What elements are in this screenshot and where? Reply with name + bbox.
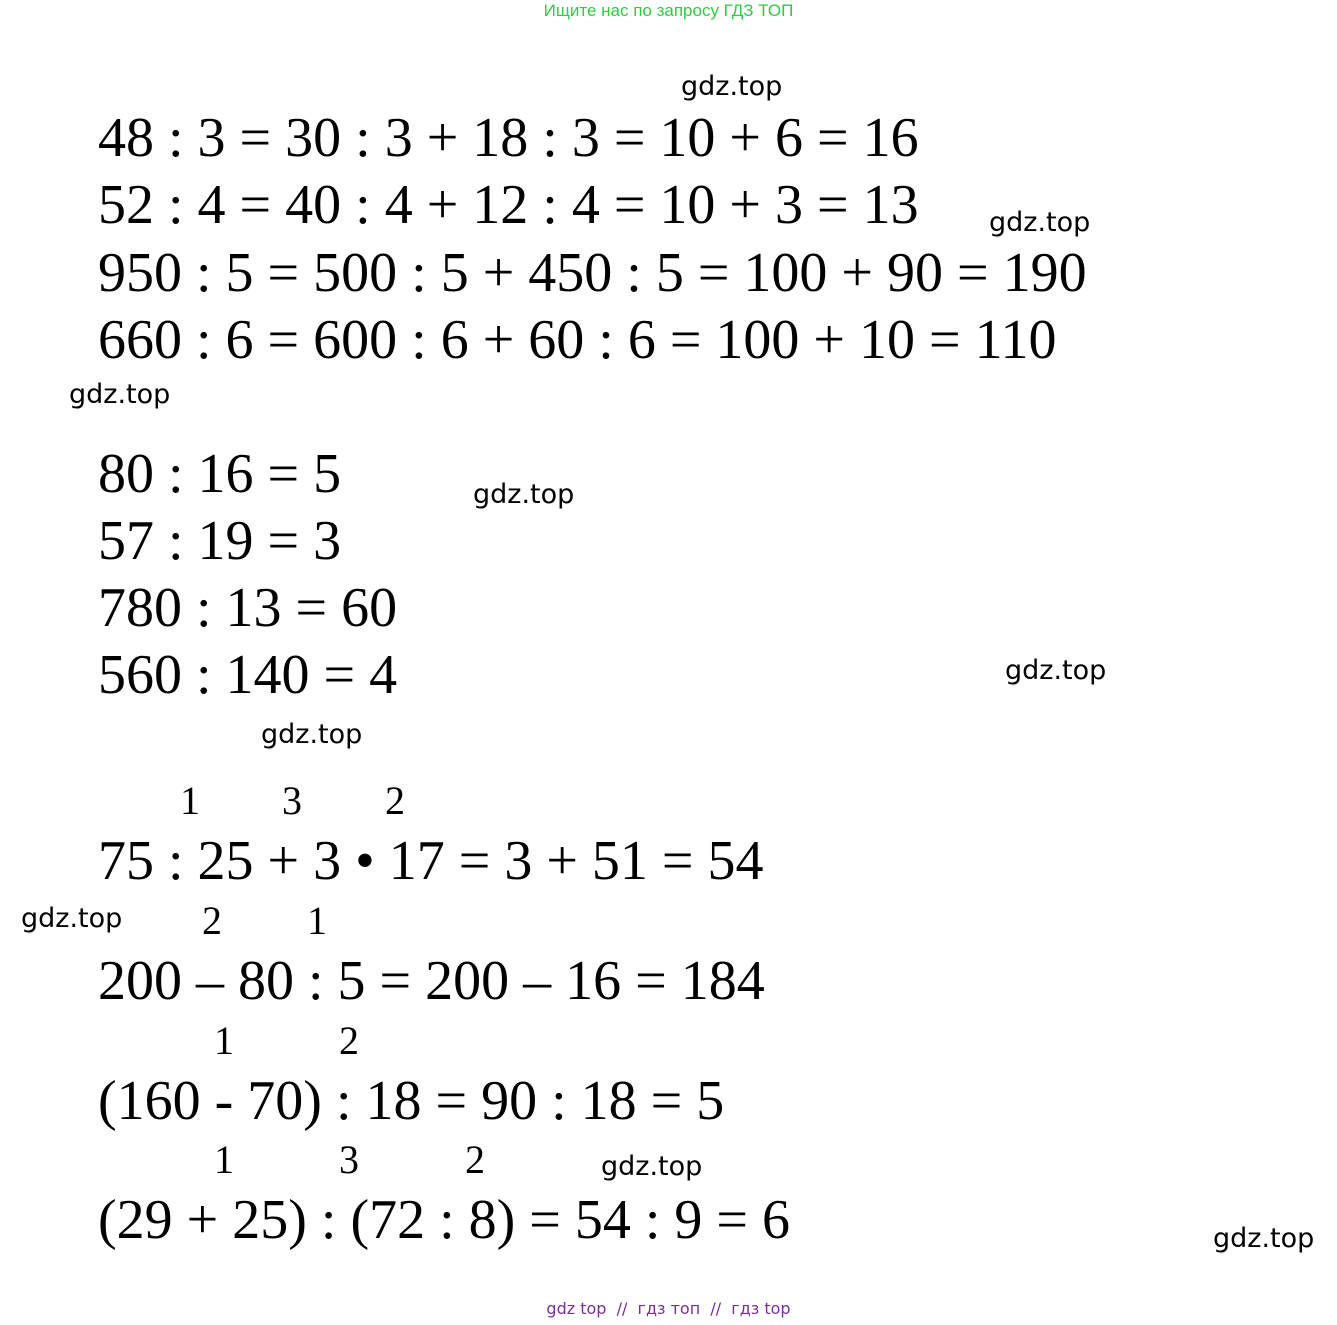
equation-line: 57 : 19 = 3 [98,510,342,572]
equation-line: 660 : 6 = 600 : 6 + 60 : 6 = 100 + 10 = 110 [98,309,1057,371]
watermark-text: gdz.top [1005,655,1107,686]
operation-order-number: 2 [339,1018,359,1063]
expression-line: (160 - 70) : 18 = 90 : 18 = 5 [98,1070,725,1132]
operation-order-number: 2 [465,1137,485,1182]
operation-order-number: 1 [214,1137,234,1182]
expression-line: (29 + 25) : (72 : 8) = 54 : 9 = 6 [98,1189,791,1251]
watermark-text: gdz.top [989,207,1091,238]
operation-order-number: 1 [214,1018,234,1063]
operation-order-number: 2 [385,778,405,823]
watermark-text: gdz.top [681,71,783,102]
equation-line: 780 : 13 = 60 [98,577,398,639]
operation-order-number: 2 [202,898,222,943]
operation-order-number: 3 [339,1137,359,1182]
watermark-text: gdz.top [69,379,171,410]
expression-line: 75 : 25 + 3 • 17 = 3 + 51 = 54 [98,830,764,892]
watermark-text: gdz.top [1213,1223,1315,1254]
operation-order-number: 3 [282,778,302,823]
watermark-text: gdz.top [261,719,363,750]
expression-line: 200 – 80 : 5 = 200 – 16 = 184 [98,950,765,1012]
equation-line: 950 : 5 = 500 : 5 + 450 : 5 = 100 + 90 = 190 [98,242,1087,304]
watermark-text: gdz.top [21,903,123,934]
equation-line: 48 : 3 = 30 : 3 + 18 : 3 = 10 + 6 = 16 [98,107,919,169]
watermark-text: gdz.top [473,479,575,510]
watermark-text: gdz.top [601,1151,703,1182]
equation-line: 560 : 140 = 4 [98,644,398,706]
operation-order-number: 1 [180,778,200,823]
operation-order-number: 1 [307,898,327,943]
equation-line: 52 : 4 = 40 : 4 + 12 : 4 = 10 + 3 = 13 [98,174,919,236]
footer-links[interactable]: gdz top // гдз топ // гдз top [546,1299,791,1318]
equation-line: 80 : 16 = 5 [98,443,342,505]
header-banner: Ищите нас по запросу ГДЗ ТОП [543,1,794,20]
